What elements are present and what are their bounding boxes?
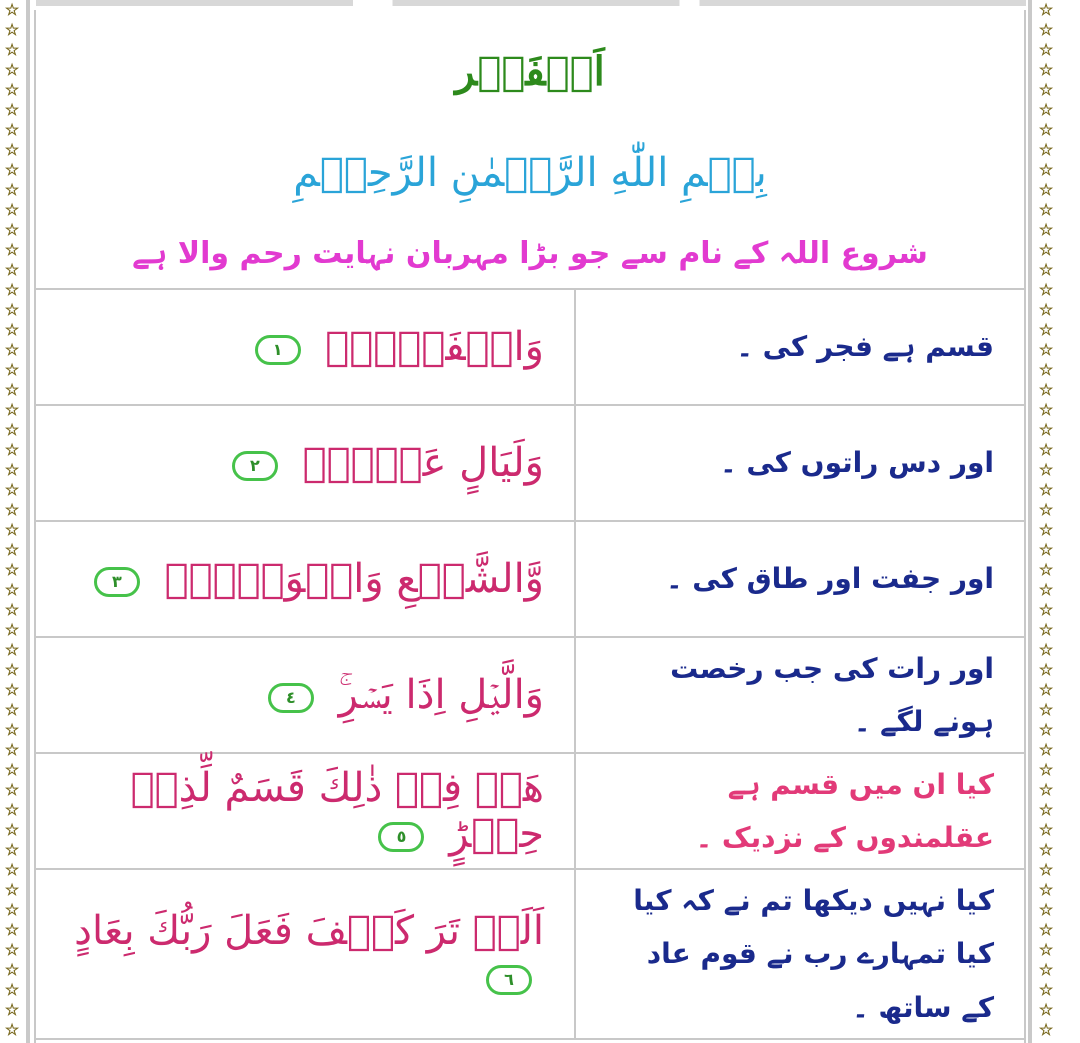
star-icon: ☆	[1038, 600, 1054, 619]
bismillah: بِسۡمِ اللّٰهِ الرَّحۡمٰنِ الرَّحِيۡمِ	[293, 150, 767, 196]
urdu-translation: اور جفت اور طاق کی ۔	[575, 521, 1025, 637]
star-icon: ☆	[1038, 540, 1054, 559]
star-icon: ☆	[1038, 740, 1054, 759]
left-star-border	[0, 0, 24, 1043]
star-icon: ☆	[1038, 660, 1054, 679]
star-icon: ☆	[1038, 380, 1054, 399]
star-icon: ☆	[1038, 440, 1054, 459]
star-icon: ☆	[1038, 100, 1054, 119]
star-icon: ☆	[4, 180, 20, 199]
star-icon: ☆	[1038, 340, 1054, 359]
star-icon: ☆	[4, 440, 20, 459]
star-icon: ☆	[1038, 820, 1054, 839]
star-icon: ☆	[4, 500, 20, 519]
star-icon: ☆	[4, 920, 20, 939]
star-icon: ☆	[4, 0, 20, 19]
star-icon: ☆	[1038, 780, 1054, 799]
star-icon: ☆	[4, 240, 20, 259]
star-icon: ☆	[4, 700, 20, 719]
star-icon: ☆	[1038, 760, 1054, 779]
star-icon: ☆	[1038, 280, 1054, 299]
star-icon: ☆	[1038, 720, 1054, 739]
ayah-end-marker-icon: ٥	[378, 822, 424, 852]
star-icon: ☆	[1038, 460, 1054, 479]
star-icon: ☆	[1038, 640, 1054, 659]
star-icon: ☆	[1038, 320, 1054, 339]
star-icon: ☆	[4, 100, 20, 119]
star-icon: ☆	[4, 320, 20, 339]
star-icon: ☆	[4, 620, 20, 639]
star-icon: ☆	[4, 980, 20, 999]
star-icon: ☆	[4, 420, 20, 439]
star-icon: ☆	[4, 260, 20, 279]
star-icon: ☆	[1038, 900, 1054, 919]
star-icon: ☆	[1038, 940, 1054, 959]
star-icon: ☆	[1038, 160, 1054, 179]
star-icon: ☆	[1038, 400, 1054, 419]
star-icon: ☆	[1038, 1020, 1054, 1039]
arabic-verse	[35, 637, 575, 753]
verse-row	[35, 637, 1025, 753]
arabic-verse	[35, 753, 575, 869]
star-icon: ☆	[4, 1000, 20, 1019]
star-icon: ☆	[4, 520, 20, 539]
verse-row	[35, 289, 1025, 405]
arabic-verse-text: وَلَيَالٍ عَشۡرٍۙ	[302, 440, 544, 486]
arabic-verse-text: وَّالشَّفۡعِ وَالۡوَتۡرِۙ	[164, 556, 544, 602]
arabic-verse	[35, 405, 575, 521]
star-icon: ☆	[4, 200, 20, 219]
star-icon: ☆	[4, 580, 20, 599]
star-icon: ☆	[1038, 300, 1054, 319]
star-icon: ☆	[4, 940, 20, 959]
urdu-translation: اور دس راتوں کی ۔	[575, 405, 1025, 521]
star-icon: ☆	[1038, 560, 1054, 579]
verse-row	[35, 869, 1025, 1039]
star-icon: ☆	[4, 560, 20, 579]
star-icon: ☆	[4, 880, 20, 899]
star-icon: ☆	[4, 480, 20, 499]
star-icon: ☆	[1038, 20, 1054, 39]
arabic-verse	[35, 521, 575, 637]
arabic-verse-text: هَلۡ فِىۡ ذٰلِكَ قَسَمٌ لِّذِىۡ حِجۡرٍؕ	[130, 765, 544, 857]
star-icon: ☆	[1038, 500, 1054, 519]
star-icon: ☆	[1038, 0, 1054, 19]
star-icon: ☆	[4, 780, 20, 799]
star-icon: ☆	[4, 1020, 20, 1039]
star-icon: ☆	[1038, 880, 1054, 899]
star-icon: ☆	[1038, 920, 1054, 939]
ayah-end-marker-icon: ٦	[486, 965, 532, 995]
verse-table	[34, 288, 1026, 1040]
star-icon: ☆	[4, 840, 20, 859]
star-icon: ☆	[4, 760, 20, 779]
verse-row	[35, 521, 1025, 637]
star-icon: ☆	[1038, 140, 1054, 159]
star-icon: ☆	[1038, 60, 1054, 79]
star-icon: ☆	[1038, 220, 1054, 239]
star-icon: ☆	[1038, 680, 1054, 699]
star-icon: ☆	[1038, 840, 1054, 859]
bismillah-translation: شروع اللہ کے نام سے جو بڑا مہربان نہایت رحم والا ہے	[132, 236, 928, 271]
ayah-end-marker-icon: ١	[255, 335, 301, 365]
star-icon: ☆	[1038, 700, 1054, 719]
star-icon: ☆	[4, 360, 20, 379]
star-icon: ☆	[4, 740, 20, 759]
star-icon: ☆	[4, 800, 20, 819]
star-icon: ☆	[1038, 80, 1054, 99]
star-icon: ☆	[4, 660, 20, 679]
star-icon: ☆	[4, 680, 20, 699]
verse-row	[35, 405, 1025, 521]
urdu-translation: کیا ان میں قسم ہے عقلمندوں کے نزدیک ۔	[575, 753, 1025, 869]
right-frame-line	[1028, 0, 1032, 1043]
star-icon: ☆	[1038, 40, 1054, 59]
urdu-translation: قسم ہے فجر کی ۔	[575, 289, 1025, 405]
star-icon: ☆	[1038, 980, 1054, 999]
star-icon: ☆	[4, 540, 20, 559]
star-icon: ☆	[4, 80, 20, 99]
star-icon: ☆	[4, 960, 20, 979]
star-icon: ☆	[1038, 1000, 1054, 1019]
ayah-end-marker-icon: ٣	[94, 567, 140, 597]
star-icon: ☆	[4, 900, 20, 919]
star-icon: ☆	[4, 400, 20, 419]
star-icon: ☆	[4, 340, 20, 359]
star-icon: ☆	[1038, 480, 1054, 499]
arabic-verse	[35, 289, 575, 405]
left-frame-line	[26, 0, 30, 1043]
star-icon: ☆	[1038, 240, 1054, 259]
arabic-verse-text: اَلَمۡ تَرَ كَيۡفَ فَعَلَ رَبُّكَ بِعَادٍ	[74, 908, 544, 954]
arabic-verse-text: وَالۡفَجۡرِۙ	[325, 324, 544, 370]
star-icon: ☆	[4, 380, 20, 399]
star-icon: ☆	[4, 140, 20, 159]
star-icon: ☆	[1038, 260, 1054, 279]
star-icon: ☆	[1038, 620, 1054, 639]
star-icon: ☆	[1038, 860, 1054, 879]
star-icon: ☆	[1038, 200, 1054, 219]
ayah-end-marker-icon: ٢	[232, 451, 278, 481]
star-icon: ☆	[4, 120, 20, 139]
ayah-end-marker-icon: ٤	[268, 683, 314, 713]
star-icon: ☆	[1038, 180, 1054, 199]
star-icon: ☆	[4, 460, 20, 479]
star-icon: ☆	[1038, 120, 1054, 139]
arabic-verse	[35, 869, 575, 1039]
surah-title: اَلۡفَجۡر	[455, 48, 605, 95]
star-icon: ☆	[4, 20, 20, 39]
star-icon: ☆	[1038, 800, 1054, 819]
star-icon: ☆	[1038, 520, 1054, 539]
urdu-translation: کیا نہیں دیکھا تم نے کہ کیا کیا تمہارے رب نے قوم عاد کے ساتھ ۔	[575, 869, 1025, 1039]
verse-row	[35, 753, 1025, 869]
star-icon: ☆	[1038, 580, 1054, 599]
star-icon: ☆	[1038, 420, 1054, 439]
surah-header	[34, 10, 1026, 288]
star-icon: ☆	[4, 600, 20, 619]
star-icon: ☆	[4, 220, 20, 239]
star-icon: ☆	[4, 40, 20, 59]
top-strip	[36, 0, 1026, 6]
star-icon: ☆	[4, 720, 20, 739]
star-icon: ☆	[4, 60, 20, 79]
star-icon: ☆	[1038, 960, 1054, 979]
star-icon: ☆	[4, 300, 20, 319]
star-icon: ☆	[4, 820, 20, 839]
right-star-border	[1034, 0, 1058, 1043]
star-icon: ☆	[4, 160, 20, 179]
urdu-translation: اور رات کی جب رخصت ہونے لگے ۔	[575, 637, 1025, 753]
star-icon: ☆	[4, 860, 20, 879]
arabic-verse-text: وَالَّيۡلِ اِذَا يَسۡرِ‌ۚ	[338, 672, 544, 718]
star-icon: ☆	[4, 640, 20, 659]
star-icon: ☆	[4, 280, 20, 299]
star-icon: ☆	[1038, 360, 1054, 379]
